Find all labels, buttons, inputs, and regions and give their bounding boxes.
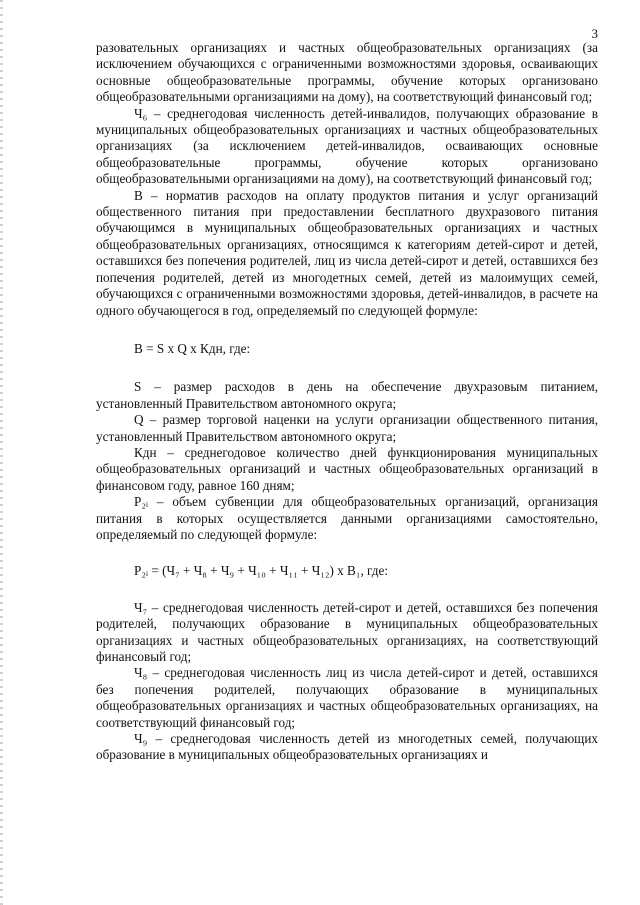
formula-p2i: Р₂ᵢ = (Ч₇ + Ч₈ + Ч₉ + Ч₁₀ + Ч₁₁ + Ч₁₂) x В₁, где: xyxy=(134,563,389,579)
paragraph-ch6: Ч₆ – среднегодовая численность детей-инвалидов, получающих образование в муниципальных общеобразовательных организациях и частных общеобразовательных организациях (за исключением детей-инвалидов, осваивающих основные общеобразовательные программы, обучение которых организовано общеобразовательными организациями на дому), на соответствующий финансовый год; xyxy=(96,105,598,187)
formula-v: В = S x Q x Кдн, где: xyxy=(134,340,251,356)
paragraph-continuation: разовательных организациях и частных общеобразовательных организациях (за исключением обучающихся с ограниченными возможностями здоровья, осваивающих основные общеобразовательные программы, обучение которых организовано общеобразовательными организациями на дому), на соответствующий финансовый год; xyxy=(96,40,598,105)
paragraph-ch7: Ч₇ – среднегодовая численность детей-сирот и детей, оставшихся без попечения родителей, получающих образование в муниципальных общеобразовательных организациях и частных общеобразовательных организациях, на соответствующий финансовый год; xyxy=(96,599,598,664)
paragraph-ch8: Ч₈ – среднегодовая численность лиц из числа детей-сирот и детей, оставшихся без попечения родителей, получающих образование в муниципальных общеобразовательных организациях и частных общеобразовательных организациях, на соответствующий финансовый год; xyxy=(96,665,598,730)
page-number: 3 xyxy=(591,26,598,41)
paragraph-q: Q – размер торговой наценки на услуги организации общественного питания, установленный Правительством автономного округа; xyxy=(96,412,598,444)
paragraph-ch9: Ч₉ – среднегодовая численность детей из многодетных семей, получающих образование в муниципальных общеобразовательных организациях и xyxy=(96,731,598,763)
document-body xyxy=(96,40,598,764)
paragraph-p2i: Р₂ᵢ – объем субвенции для общеобразовательных организаций, организация питания в которых осуществляется данными организациями самостоятельно, определяемый по следующей формуле: xyxy=(96,494,598,542)
scan-edge xyxy=(0,0,3,905)
paragraph-s: S – размер расходов в день на обеспечение двухразовым питанием, установленный Правительством автономного округа; xyxy=(96,379,598,411)
paragraph-kdn: Кдн – среднегодовое количество дней функционирования муниципальных общеобразовательных организаций и частных общеобразовательных организаций в финансовом году, равное 160 дням; xyxy=(96,444,598,493)
paragraph-v-normative: В – норматив расходов на оплату продуктов питания и услуг организаций общественного питания при предоставлении бесплатного двухразового питания обучающимся в муниципальных общеобразовательных организациях и частных общеобразовательных организациях, относящимся к категориям детей-сирот и детей, оставшихся без попечения родителей, лиц из числа детей-сирот и детей, оставшихся без попечения родителей, детей из многодетных семей, детей из малоимущих семей, обучающихся с ограниченными возможностями здоровья, детей-инвалидов, в расчете на одного обучающегося в год, определяемый по следующей формуле: xyxy=(96,187,598,318)
